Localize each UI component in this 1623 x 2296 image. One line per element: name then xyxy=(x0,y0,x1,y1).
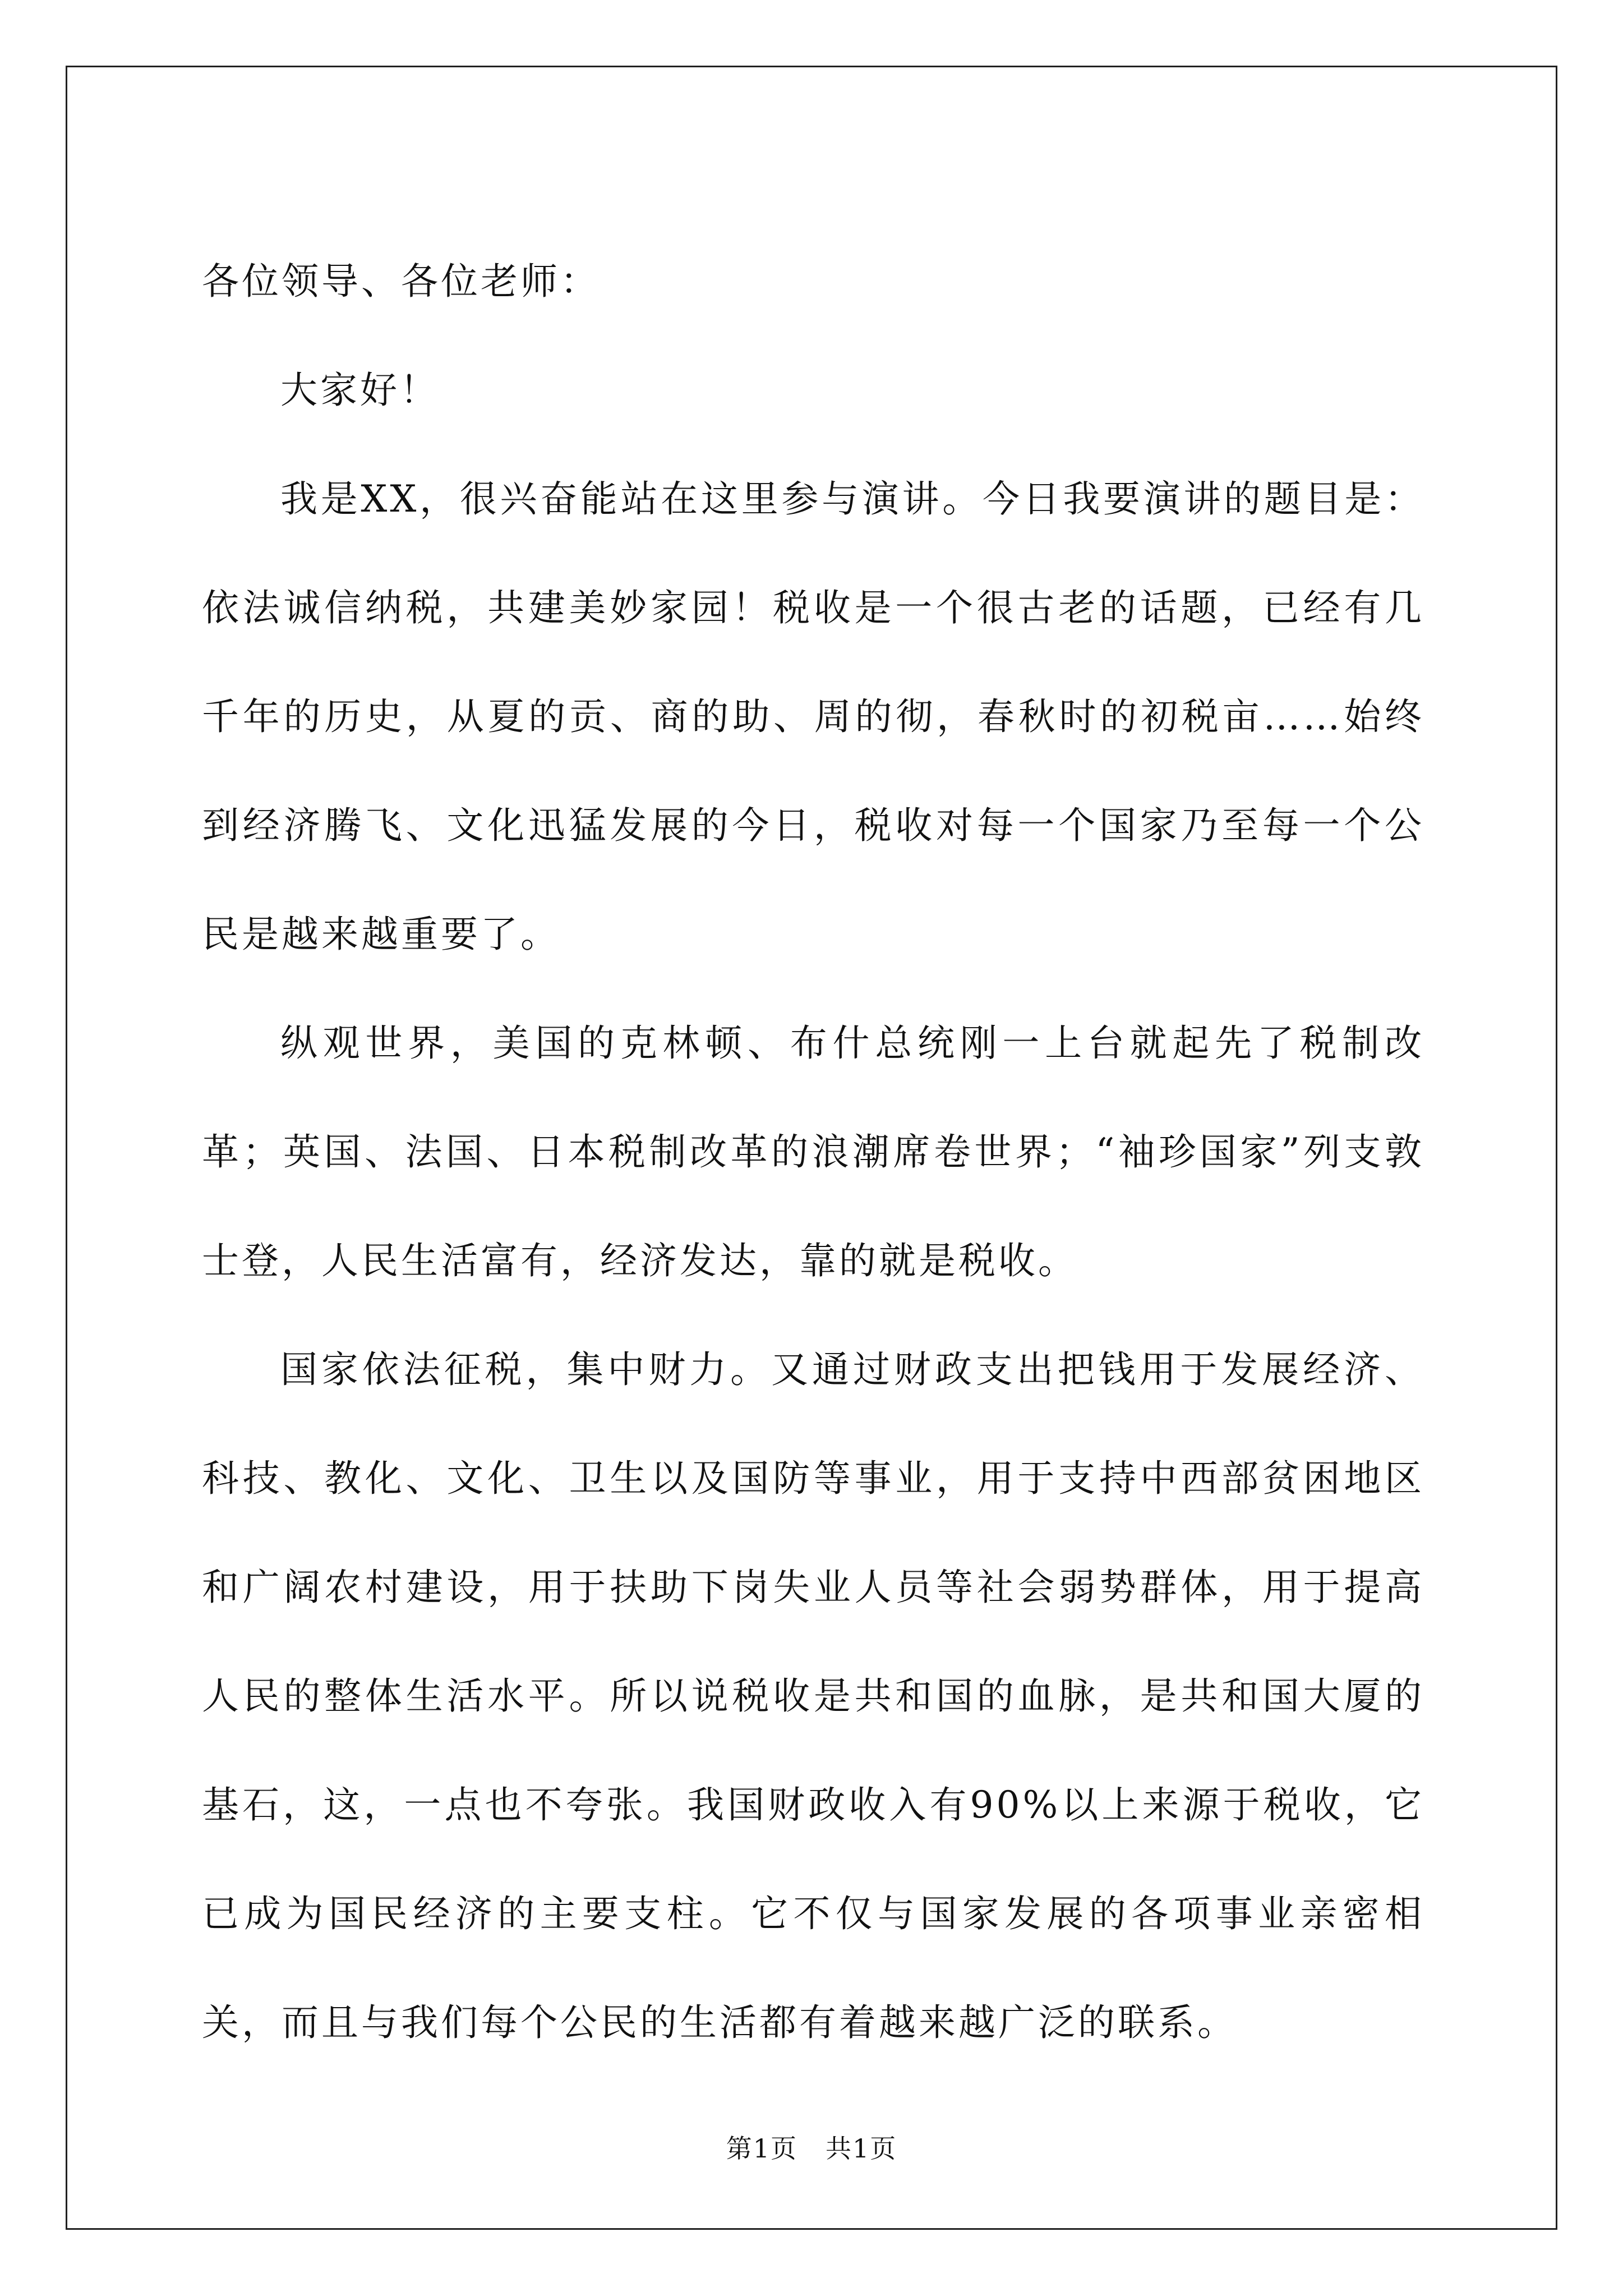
page-number: 第1页 xyxy=(726,2133,797,2164)
salutation: 各位领导、各位老师： xyxy=(202,260,600,303)
page-total: 共1页 xyxy=(826,2133,897,2164)
paragraph: 我是XX，很兴奋能站在这里参与演讲。今日我要演讲的题目是：依法诚信纳税，共建美妙家园！税收是一个很古老的话题，已经有几千年的历史，从夏的贡、商的助、周的彻，春秋时的初税亩……始终到经济腾飞、文化迅猛发展的今日，税收对每一个国家乃至每一个公民是越来越重要了。 xyxy=(202,477,1424,956)
document-body xyxy=(202,227,1424,2077)
page-footer xyxy=(0,2132,1623,2165)
paragraph: 国家依法征税，集中财力。又通过财政支出把钱用于发展经济、科技、教化、文化、卫生以及国防等事业，用于支持中西部贫困地区和广阔农村建设，用于扶助下岗失业人员等社会弱势群体，用于提高人民的整体生活水平。所以说税收是共和国的血脉，是共和国大厦的基石，这，一点也不夸张。我国财政收入有90%以上来源于税收，它已成为国民经济的主要支柱。它不仅与国家发展的各项事业亲密相关，而且与我们每个公民的生活都有着越来越广泛的联系。 xyxy=(202,1348,1424,2044)
paragraph: 纵观世界，美国的克林顿、布什总统刚一上台就起先了税制改革；英国、法国、日本税制改革的浪潮席卷世界；“袖珍国家”列支敦士登，人民生活富有，经济发达，靠的就是税收。 xyxy=(202,1022,1424,1282)
greeting: 大家好！ xyxy=(280,369,440,412)
